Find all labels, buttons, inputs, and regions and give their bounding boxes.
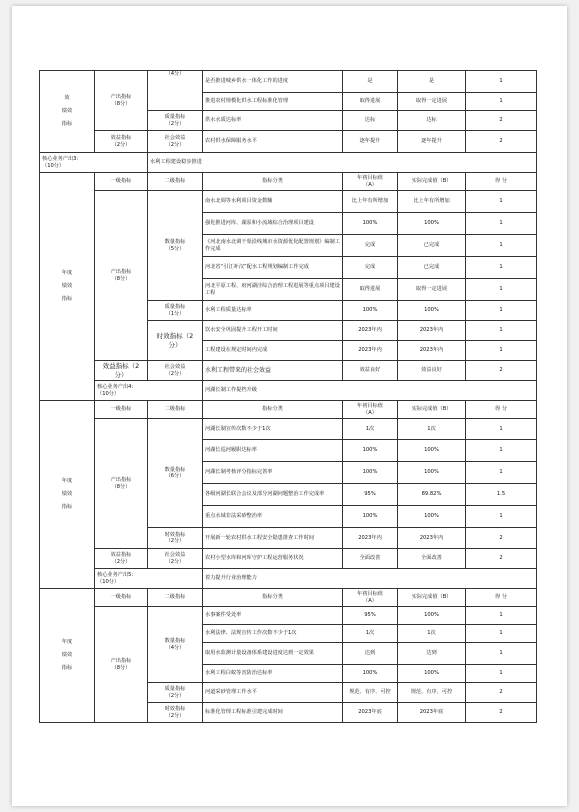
target-cell: 100% xyxy=(343,440,398,462)
target-cell: 2023年内 xyxy=(343,528,398,549)
actual-cell: 效益良好 xyxy=(398,361,466,381)
actual-cell: 2023年内 xyxy=(398,341,466,361)
target-cell: 95% xyxy=(343,607,398,625)
header-score: 得 分 xyxy=(466,401,537,419)
table-row xyxy=(40,191,537,213)
indicator-cell: 南水北调等水利项目资金数额 xyxy=(203,191,343,213)
indicator-cell: 饮水安全巩固提升工程开工时间 xyxy=(203,321,343,341)
score-cell: 1 xyxy=(466,191,537,213)
score-cell: 1 xyxy=(466,643,537,665)
header-second-level: 二级指标 xyxy=(148,589,203,607)
second-level-label: 社会效益 （2分） xyxy=(148,361,203,381)
score-cell: 1 xyxy=(466,279,537,301)
table-row xyxy=(40,361,537,381)
score-cell: 1 xyxy=(466,625,537,643)
header-first-level: 一级指标 xyxy=(95,401,148,419)
header-actual: 实际完成值（B） xyxy=(398,173,466,191)
score-cell: 2 xyxy=(466,361,537,381)
first-level-label: 效益指标 （2分） xyxy=(95,131,148,153)
second-level-label: 数量指标 （6分） xyxy=(148,419,203,528)
section-description: 河湖长制工作提档升级 xyxy=(203,381,537,401)
target-cell: 1次 xyxy=(343,419,398,440)
actual-cell: 100% xyxy=(398,665,466,683)
header-indicator: 指标分类 xyxy=(203,589,343,607)
actual-cell: 100% xyxy=(398,607,466,625)
indicator-cell: 河道采砂管理工作水平 xyxy=(203,683,343,703)
table-row xyxy=(40,607,537,625)
second-level-label: 时效指标（2 分） xyxy=(148,321,203,361)
first-level-label: 产出指标 （8分） xyxy=(95,607,148,723)
dimension-label: 年度 绩效 指标 xyxy=(40,589,95,723)
first-level-label: 产出指标 （8分） xyxy=(95,191,148,361)
target-cell: 效益良好 xyxy=(343,361,398,381)
actual-cell: 取得一定进展 xyxy=(398,279,466,301)
target-cell: 取得进展 xyxy=(343,279,398,301)
indicator-cell: 水利工程带来的社会效益 xyxy=(203,361,343,381)
indicator-cell: 各级河湖长联合会议及部分河湖问题整治工作完成率 xyxy=(203,484,343,506)
header-second-level: 二级指标 xyxy=(148,401,203,419)
indicator-cell: 河湖长巡河履职达标率 xyxy=(203,440,343,462)
score-cell: 1 xyxy=(466,257,537,279)
header-score: 得 分 xyxy=(466,589,537,607)
actual-cell: 100% xyxy=(398,462,466,484)
score-cell: 1.5 xyxy=(466,484,537,506)
score-cell: 2 xyxy=(466,703,537,723)
actual-cell: 1次 xyxy=(398,419,466,440)
header-indicator: 指标分类 xyxy=(203,401,343,419)
indicator-cell: 工程建设在规定时间内完成 xyxy=(203,341,343,361)
header-target: 年初目标值 （A） xyxy=(343,401,398,419)
section-description: 着力提升行业治理能力 xyxy=(203,569,537,589)
score-cell: 1 xyxy=(466,321,537,341)
actual-cell: 已完成 xyxy=(398,235,466,257)
table-row xyxy=(40,71,537,93)
target-cell: 100% xyxy=(343,301,398,321)
dimension-label: 年度 绩效 指标 xyxy=(40,401,95,589)
header-row xyxy=(40,401,537,419)
indicator-cell: 河湖长制宣传次数不少于1次 xyxy=(203,419,343,440)
second-level-label: 质量指标 （2分） xyxy=(148,683,203,703)
score-cell: 1 xyxy=(466,506,537,528)
second-level-label: （4分） xyxy=(148,71,203,111)
indicator-cell: 河北省“引江补汉”配水工程规划编制工作完成 xyxy=(203,257,343,279)
score-cell: 1 xyxy=(466,440,537,462)
header-row xyxy=(40,589,537,607)
section-title: 核心业务产出5: （10分） xyxy=(95,569,203,589)
target-cell: 全面改善 xyxy=(343,549,398,569)
table-row xyxy=(40,549,537,569)
table-row xyxy=(40,419,537,440)
document-page xyxy=(12,6,567,806)
indicator-cell: 标准化管理工程标准引建完成时间 xyxy=(203,703,343,723)
score-cell: 1 xyxy=(466,93,537,111)
dimension-label: 效 绩效 指标 xyxy=(40,71,95,153)
target-cell: 100% xyxy=(343,462,398,484)
score-cell: 2 xyxy=(466,528,537,549)
indicator-cell: 水事案件受处率 xyxy=(203,607,343,625)
section-title: 核心业务产出3: （10分） xyxy=(40,153,148,173)
table-row xyxy=(40,131,537,153)
dimension-label: 年度 绩效 指标 xyxy=(40,173,95,401)
actual-cell: 2023年内 xyxy=(398,528,466,549)
indicator-cell: 农村供水保障服务水平 xyxy=(203,131,343,153)
section-title: 核心业务产出4: （10分） xyxy=(95,381,203,401)
header-indicator: 指标分类 xyxy=(203,173,343,191)
score-cell: 1 xyxy=(466,462,537,484)
actual-cell: 是 xyxy=(398,71,466,93)
indicator-cell: 取用水监测计量设备体系建设进度达到一定效果 xyxy=(203,643,343,665)
target-cell: 达标 xyxy=(343,111,398,131)
header-row xyxy=(40,173,537,191)
indicator-cell: 水利法律、法规宣传工作次数不少于1次 xyxy=(203,625,343,643)
indicator-cell: 水利工程白蚁等害防治达标率 xyxy=(203,665,343,683)
indicator-cell: 农村小型水库和河库守护工程运营服务状况 xyxy=(203,549,343,569)
target-cell: 2023年底 xyxy=(343,703,398,723)
target-cell: 规范、有序、可控 xyxy=(343,683,398,703)
actual-cell: 全面改善 xyxy=(398,549,466,569)
header-first-level: 一级指标 xyxy=(95,589,148,607)
header-target: 年初目标值 （A） xyxy=(343,173,398,191)
header-actual: 实际完成值（B） xyxy=(398,401,466,419)
second-level-label: 数量指标 （5分） xyxy=(148,191,203,301)
actual-cell: 2023年内 xyxy=(398,321,466,341)
indicator-cell: 《河北南水北调干渠沿线城市水资源优化配置规划》编制工作完成 xyxy=(203,235,343,257)
actual-cell: 达标 xyxy=(398,111,466,131)
first-level-label: 效益指标 （2分） xyxy=(95,549,148,569)
section-description: 水利工程建设稳步推进 xyxy=(148,153,537,173)
target-cell: 100% xyxy=(343,506,398,528)
second-level-label: 质量指标 （2分） xyxy=(148,111,203,131)
target-cell: 取得进展 xyxy=(343,93,398,111)
actual-cell: 已完成 xyxy=(398,257,466,279)
first-level-label: 产出指标 （8分） xyxy=(95,419,148,549)
second-level-label: 数量指标 （4分） xyxy=(148,607,203,683)
second-level-label: 质量指标 （1分） xyxy=(148,301,203,321)
score-cell: 2 xyxy=(466,111,537,131)
target-cell: 100% xyxy=(343,213,398,235)
actual-cell: 达到 xyxy=(398,643,466,665)
target-cell: 100% xyxy=(343,665,398,683)
indicator-cell: 供水水质达标率 xyxy=(203,111,343,131)
first-level-label: 效益指标（2 分） xyxy=(95,361,148,381)
score-cell: 2 xyxy=(466,131,537,153)
actual-cell: 取得一定进展 xyxy=(398,93,466,111)
header-second-level: 二级指标 xyxy=(148,173,203,191)
score-cell: 1 xyxy=(466,341,537,361)
target-cell: 1次 xyxy=(343,625,398,643)
indicator-cell: 是否推进城乡供水一体化工作的进度 xyxy=(203,71,343,93)
actual-cell: 1次 xyxy=(398,625,466,643)
target-cell: 2023年内 xyxy=(343,321,398,341)
indicator-cell: 河湖长制考核评分指标完善率 xyxy=(203,462,343,484)
target-cell: 95% xyxy=(343,484,398,506)
section-title-row xyxy=(40,381,537,401)
target-cell: 是 xyxy=(343,71,398,93)
indicator-cell: 推进农村规模化供水工程标准化管理 xyxy=(203,93,343,111)
score-cell: 2 xyxy=(466,683,537,703)
actual-cell: 比上年有所增加 xyxy=(398,191,466,213)
second-level-label: 社会效益 （2分） xyxy=(148,131,203,153)
actual-cell: 100% xyxy=(398,506,466,528)
actual-cell: 100% xyxy=(398,213,466,235)
section-title-row xyxy=(40,569,537,589)
header-actual: 实际完成值（B） xyxy=(398,589,466,607)
target-cell: 完成 xyxy=(343,235,398,257)
second-level-label: 时效指标 （2分） xyxy=(148,528,203,549)
indicator-cell: 强化推进河库、湖泵和小流域综合治理项目建设 xyxy=(203,213,343,235)
target-cell: 2023年内 xyxy=(343,341,398,361)
header-first-level: 一级指标 xyxy=(95,173,148,191)
indicator-cell: 重点水域非法采砂整治率 xyxy=(203,506,343,528)
score-cell: 1 xyxy=(466,419,537,440)
header-target: 年初目标值 （A） xyxy=(343,589,398,607)
target-cell: 完成 xyxy=(343,257,398,279)
actual-cell: 2023年底 xyxy=(398,703,466,723)
actual-cell: 逐年提升 xyxy=(398,131,466,153)
indicator-cell: 河北平原工程、府河湖洼综合治理工程进展等重点项目建设工程 xyxy=(203,279,343,301)
score-cell: 1 xyxy=(466,607,537,625)
performance-indicator-table xyxy=(39,70,537,723)
indicator-cell: 水利工程质量达标率 xyxy=(203,301,343,321)
target-cell: 达到 xyxy=(343,643,398,665)
score-cell: 1 xyxy=(466,665,537,683)
first-level-label: 产出指标 （8分） xyxy=(95,71,148,131)
score-cell: 1 xyxy=(466,301,537,321)
second-level-label: 社会效益 （2分） xyxy=(148,549,203,569)
indicator-cell: 开展新一轮农村供水工程安全隐患排查工作时间 xyxy=(203,528,343,549)
section-title-row xyxy=(40,153,537,173)
header-score: 得 分 xyxy=(466,173,537,191)
score-cell: 1 xyxy=(466,235,537,257)
score-cell: 2 xyxy=(466,549,537,569)
score-cell: 1 xyxy=(466,213,537,235)
actual-cell: 100% xyxy=(398,301,466,321)
actual-cell: 100% xyxy=(398,440,466,462)
target-cell: 比上年有所增加 xyxy=(343,191,398,213)
actual-cell: 89.82% xyxy=(398,484,466,506)
target-cell: 逐年提升 xyxy=(343,131,398,153)
second-level-label: 时效指标 （2分） xyxy=(148,703,203,723)
score-cell: 1 xyxy=(466,71,537,93)
actual-cell: 规范、有序、可控 xyxy=(398,683,466,703)
